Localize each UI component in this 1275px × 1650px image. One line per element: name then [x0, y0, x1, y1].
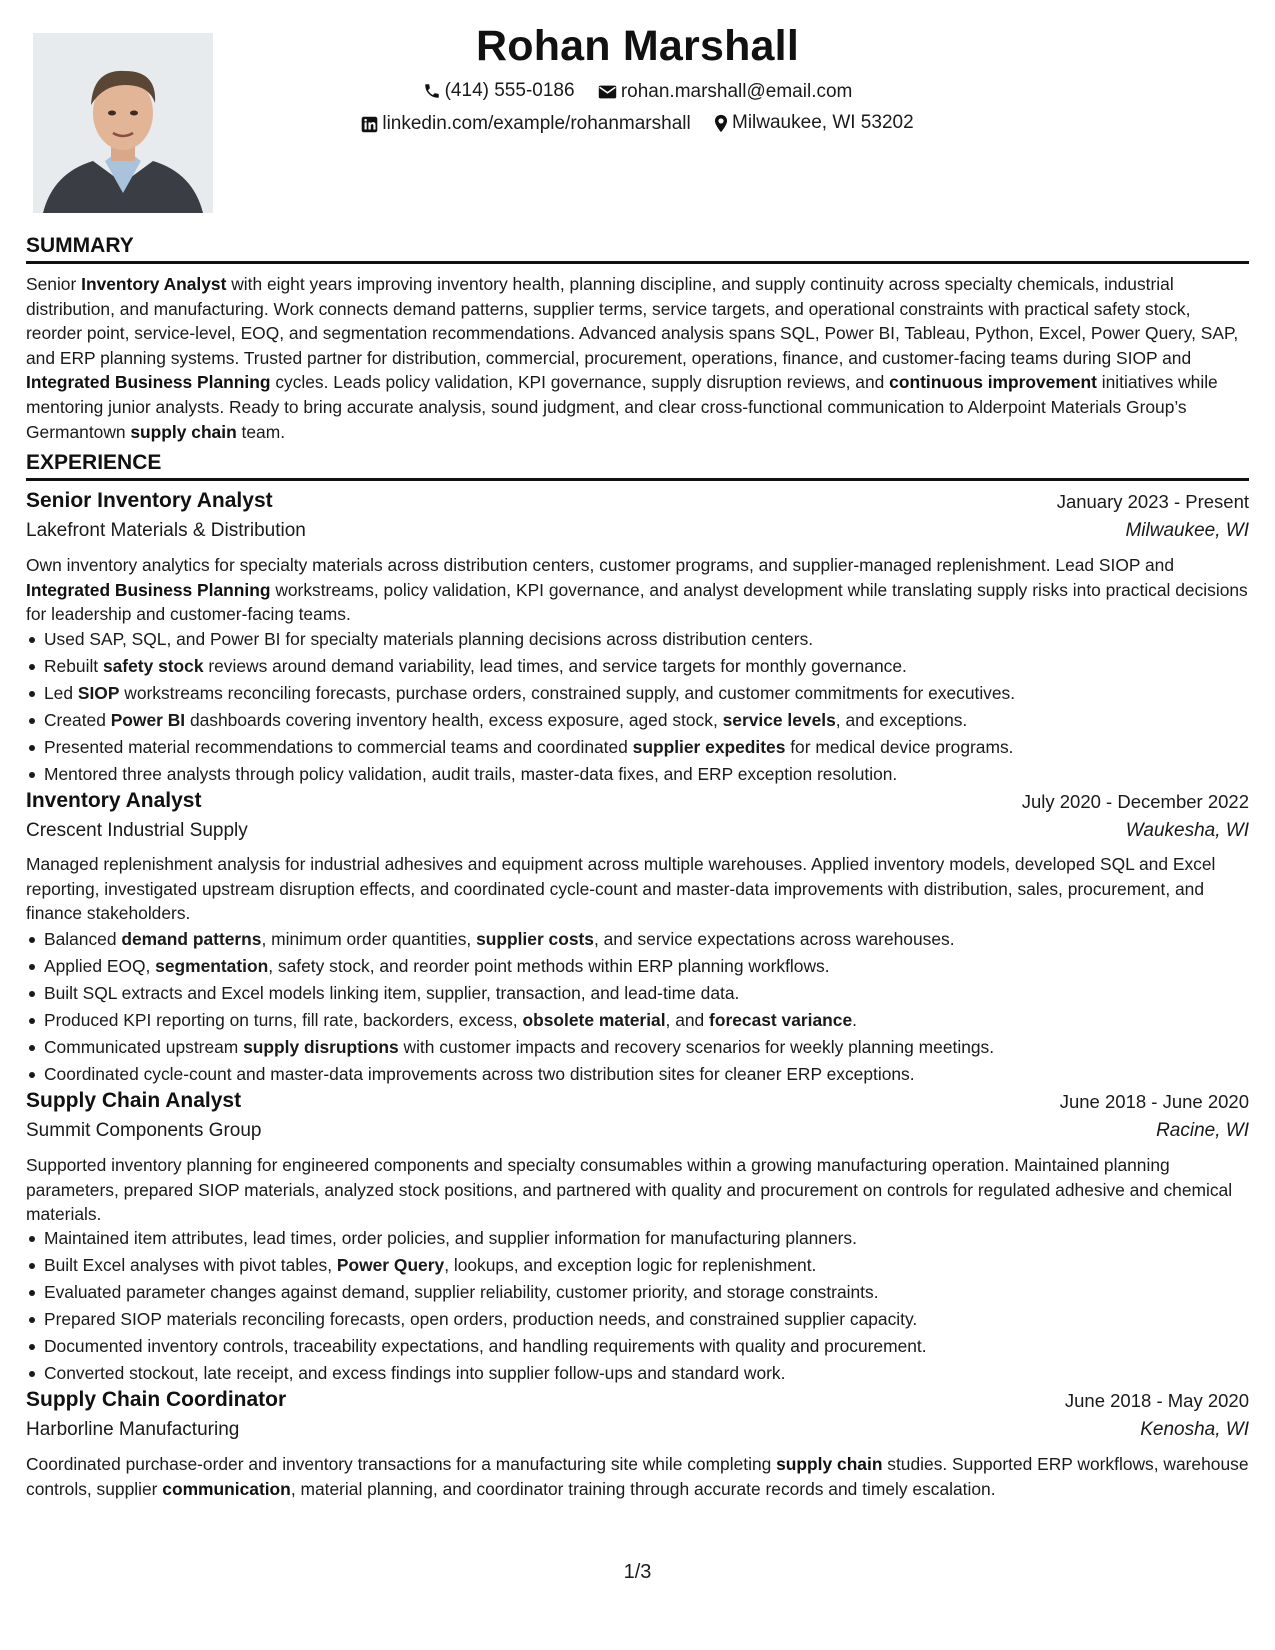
job-description	[26, 1452, 1249, 1501]
bold-keyword: demand patterns	[121, 929, 262, 949]
job-subheader	[26, 1120, 1249, 1146]
job-description	[26, 852, 1249, 926]
text-run: Prepared SIOP materials reconciling forecasts, open orders, production needs, and constrained supplier capacity.	[44, 1308, 918, 1329]
text-run: Built SQL extracts and Excel models linking item, supplier, transaction, and lead-time data.	[44, 982, 740, 1003]
text-run: Coordinated cycle-count and master-data improvements across two distribution sites for cleaner ERP exceptions.	[44, 1063, 915, 1084]
bold-keyword: forecast variance	[709, 1009, 853, 1030]
job-header	[26, 789, 1249, 817]
contact-line-1	[0, 80, 1275, 106]
bullet-item	[26, 653, 1249, 680]
bullet-item	[26, 953, 1249, 980]
bullet-item	[26, 980, 1249, 1007]
job-bullets	[26, 1225, 1249, 1386]
text-run: for medical device programs.	[785, 736, 1014, 757]
email-text[interactable]: rohan.marshall@email.com	[620, 81, 853, 102]
bold-keyword: Integrated Business Planning	[26, 579, 271, 600]
map-pin-icon	[714, 114, 728, 133]
bold-keyword: supplier expedites	[632, 736, 786, 757]
text-run: studies. Supported ERP workflows, warehouse controls, supplier	[26, 1454, 1249, 1499]
text-run: initiatives while mentoring junior analysts. Ready to bring accurate analysis, sound judgment, and clear cross-functional communication to Alderpoint Materials Group’s Germantown	[26, 372, 1218, 442]
bullet-item	[26, 1034, 1249, 1061]
location-contact	[714, 112, 914, 134]
text-run: dashboards covering inventory health, excess exposure, aged stock,	[185, 709, 723, 730]
text-run: with customer impacts and recovery scenarios for weekly planning meetings.	[398, 1036, 995, 1057]
job-bullets	[26, 926, 1249, 1087]
summary-heading: SUMMARY	[26, 234, 1249, 264]
job-description	[26, 553, 1249, 627]
text-run: workstreams reconciling forecasts, purchase orders, constrained supply, and customer commitments for executives.	[119, 682, 1016, 703]
text-run: Mentored three analysts through policy validation, audit trails, master-data fixes, and ERP exception resolution.	[44, 763, 898, 784]
bold-keyword: supply chain	[776, 1454, 883, 1474]
job-title: Inventory Analyst	[26, 789, 202, 812]
linkedin-icon	[361, 116, 378, 133]
job-header	[26, 1388, 1249, 1416]
text-run: Communicated upstream	[44, 1036, 244, 1057]
bold-keyword: supply disruptions	[243, 1036, 399, 1057]
job-subheader	[26, 520, 1249, 546]
text-run: , and service expectations across warehouses.	[593, 929, 955, 949]
job-company: Harborline Manufacturing	[26, 1419, 240, 1440]
job-location: Milwaukee, WI	[1125, 520, 1249, 541]
job-company: Summit Components Group	[26, 1120, 262, 1141]
text-run: , safety stock, and reorder point methods within ERP planning workflows.	[268, 955, 830, 976]
bold-keyword: communication	[162, 1478, 291, 1499]
job-company: Crescent Industrial Supply	[26, 820, 248, 841]
text-run: Evaluated parameter changes against demand, supplier reliability, customer priority, and storage constraints.	[44, 1281, 879, 1302]
bullet-item	[26, 1007, 1249, 1034]
job-header	[26, 489, 1249, 517]
bold-keyword: supplier costs	[476, 929, 594, 949]
bold-keyword: continuous improvement	[889, 372, 1097, 393]
linkedin-text[interactable]: linkedin.com/example/rohanmarshall	[382, 113, 691, 134]
text-run: Maintained item attributes, lead times, order policies, and supplier information for manufacturing planners.	[44, 1228, 857, 1248]
location-text: Milwaukee, WI 53202	[732, 112, 914, 133]
bullet-item	[26, 707, 1249, 734]
text-run: Led	[44, 682, 78, 703]
job-dates: July 2020 - December 2022	[1021, 791, 1249, 812]
text-run: reviews around demand variability, lead times, and service targets for monthly governance.	[203, 655, 907, 676]
bullet-item	[26, 1306, 1249, 1333]
job-subheader	[26, 820, 1249, 846]
bullet-item	[26, 926, 1249, 953]
text-run: , and exceptions.	[835, 709, 968, 730]
candidate-name: Rohan Marshall	[476, 22, 799, 70]
job-dates: January 2023 - Present	[1056, 491, 1249, 512]
text-run: with eight years improving inventory health, planning discipline, and supply continuity across specialty chemicals, industrial distribution, and manufacturing. Work connects demand patterns, supplier terms, service targets, and operational constraints with practical safety stock, reorder point, service-level, EOQ, and segmentation recommendations. Advanced analysis spans SQL, Power BI, Tableau, Python, Excel, Power Query, SAP, and ERP planning systems. Trusted partner for distribution, commercial, procurement, operations, finance, and customer-facing teams during SIOP and	[26, 274, 1239, 368]
text-run: Supported inventory planning for engineered components and specialty consumables within a growing manufacturing operation. Maintained planning parameters, prepared SIOP materials, analyzed stock positions, and partnered with quality and procurement on controls for regulated adhesive and chemical materials.	[26, 1155, 1233, 1225]
bold-keyword: supply chain	[130, 421, 237, 442]
job-dates: June 2018 - May 2020	[1064, 1390, 1249, 1411]
text-run: Coordinated purchase-order and inventory transactions for a manufacturing site while completing	[26, 1454, 777, 1474]
job-dates: June 2018 - June 2020	[1059, 1091, 1249, 1112]
summary-text	[26, 272, 1249, 444]
text-run: Built Excel analyses with pivot tables,	[44, 1254, 337, 1275]
job-location: Racine, WI	[1156, 1120, 1249, 1141]
page-number: 1/3	[623, 1561, 652, 1583]
job-location: Waukesha, WI	[1125, 820, 1249, 841]
bullet-item	[26, 761, 1249, 788]
text-run: , minimum order quantities,	[261, 929, 477, 949]
email-contact[interactable]	[598, 81, 853, 103]
bullet-item	[26, 626, 1249, 653]
bold-keyword: Power BI	[110, 709, 186, 730]
bullet-item	[26, 1252, 1249, 1279]
job-title: Supply Chain Analyst	[26, 1089, 242, 1112]
text-run: Produced KPI reporting on turns, fill rate, backorders, excess,	[44, 1009, 523, 1030]
text-run: Managed replenishment analysis for industrial adhesives and equipment across multiple warehouses. Applied inventory models, developed SQL and Excel reporting, investigated upstream disruption effects, and coordinated cycle-count and master-data improvements with distribution, sales, procurement, and finance stakeholders.	[26, 854, 1216, 924]
bullet-item	[26, 1279, 1249, 1306]
text-run: Rebuilt	[44, 655, 103, 676]
text-run: , material planning, and coordinator training through accurate records and timely escalation.	[290, 1478, 996, 1499]
bold-keyword: safety stock	[102, 655, 204, 676]
phone-contact	[423, 80, 575, 102]
experience-heading: EXPERIENCE	[26, 451, 1249, 481]
phone-text: (414) 555-0186	[444, 80, 575, 101]
text-run: Created	[44, 709, 111, 730]
text-run: .	[852, 1009, 857, 1030]
bullet-item	[26, 1360, 1249, 1387]
bullet-item	[26, 1225, 1249, 1252]
text-run: Senior	[26, 274, 82, 294]
job-title: Senior Inventory Analyst	[26, 489, 273, 512]
bullet-item	[26, 680, 1249, 707]
text-run: Documented inventory controls, traceability expectations, and handling requirements with quality and procurement.	[44, 1335, 927, 1356]
job-description	[26, 1153, 1249, 1227]
bullet-item	[26, 1061, 1249, 1088]
job-bullets	[26, 626, 1249, 787]
phone-icon	[423, 82, 441, 100]
text-run: Balanced	[44, 929, 122, 949]
text-run: cycles. Leads policy validation, KPI governance, supply disruption reviews, and	[270, 372, 890, 393]
bold-keyword: service levels	[722, 709, 836, 730]
bold-keyword: SIOP	[77, 682, 120, 703]
text-run: Own inventory analytics for specialty materials across distribution centers, customer programs, and supplier-managed replenishment. Lead SIOP and	[26, 555, 1175, 575]
bold-keyword: Inventory Analyst	[81, 274, 227, 294]
text-run: team.	[236, 421, 286, 442]
job-location: Kenosha, WI	[1140, 1419, 1249, 1440]
text-run: Converted stockout, late receipt, and excess findings into supplier follow-ups and standard work.	[44, 1362, 786, 1383]
linkedin-contact[interactable]	[361, 113, 690, 135]
envelope-icon	[598, 84, 617, 100]
bold-keyword: obsolete material	[522, 1009, 666, 1030]
job-title: Supply Chain Coordinator	[26, 1388, 287, 1411]
contact-line-2	[0, 112, 1275, 139]
text-run: Used SAP, SQL, and Power BI for specialty materials planning decisions across distribution centers.	[44, 629, 814, 649]
bold-keyword: segmentation	[155, 955, 269, 976]
job-company: Lakefront Materials & Distribution	[26, 520, 306, 541]
bold-keyword: Integrated Business Planning	[26, 372, 271, 393]
text-run: Applied EOQ,	[44, 955, 156, 976]
text-run: , and	[665, 1009, 710, 1030]
job-subheader	[26, 1419, 1249, 1445]
job-header	[26, 1089, 1249, 1117]
text-run: , lookups, and exception logic for replenishment.	[444, 1254, 817, 1275]
bold-keyword: Power Query	[336, 1254, 445, 1275]
text-run: Presented material recommendations to commercial teams and coordinated	[44, 736, 633, 757]
bullet-item	[26, 734, 1249, 761]
text-run: workstreams, policy validation, KPI governance, and analyst development while translating supply risks into practical decisions for leadership and customer-facing teams.	[26, 579, 1248, 625]
bullet-item	[26, 1333, 1249, 1360]
